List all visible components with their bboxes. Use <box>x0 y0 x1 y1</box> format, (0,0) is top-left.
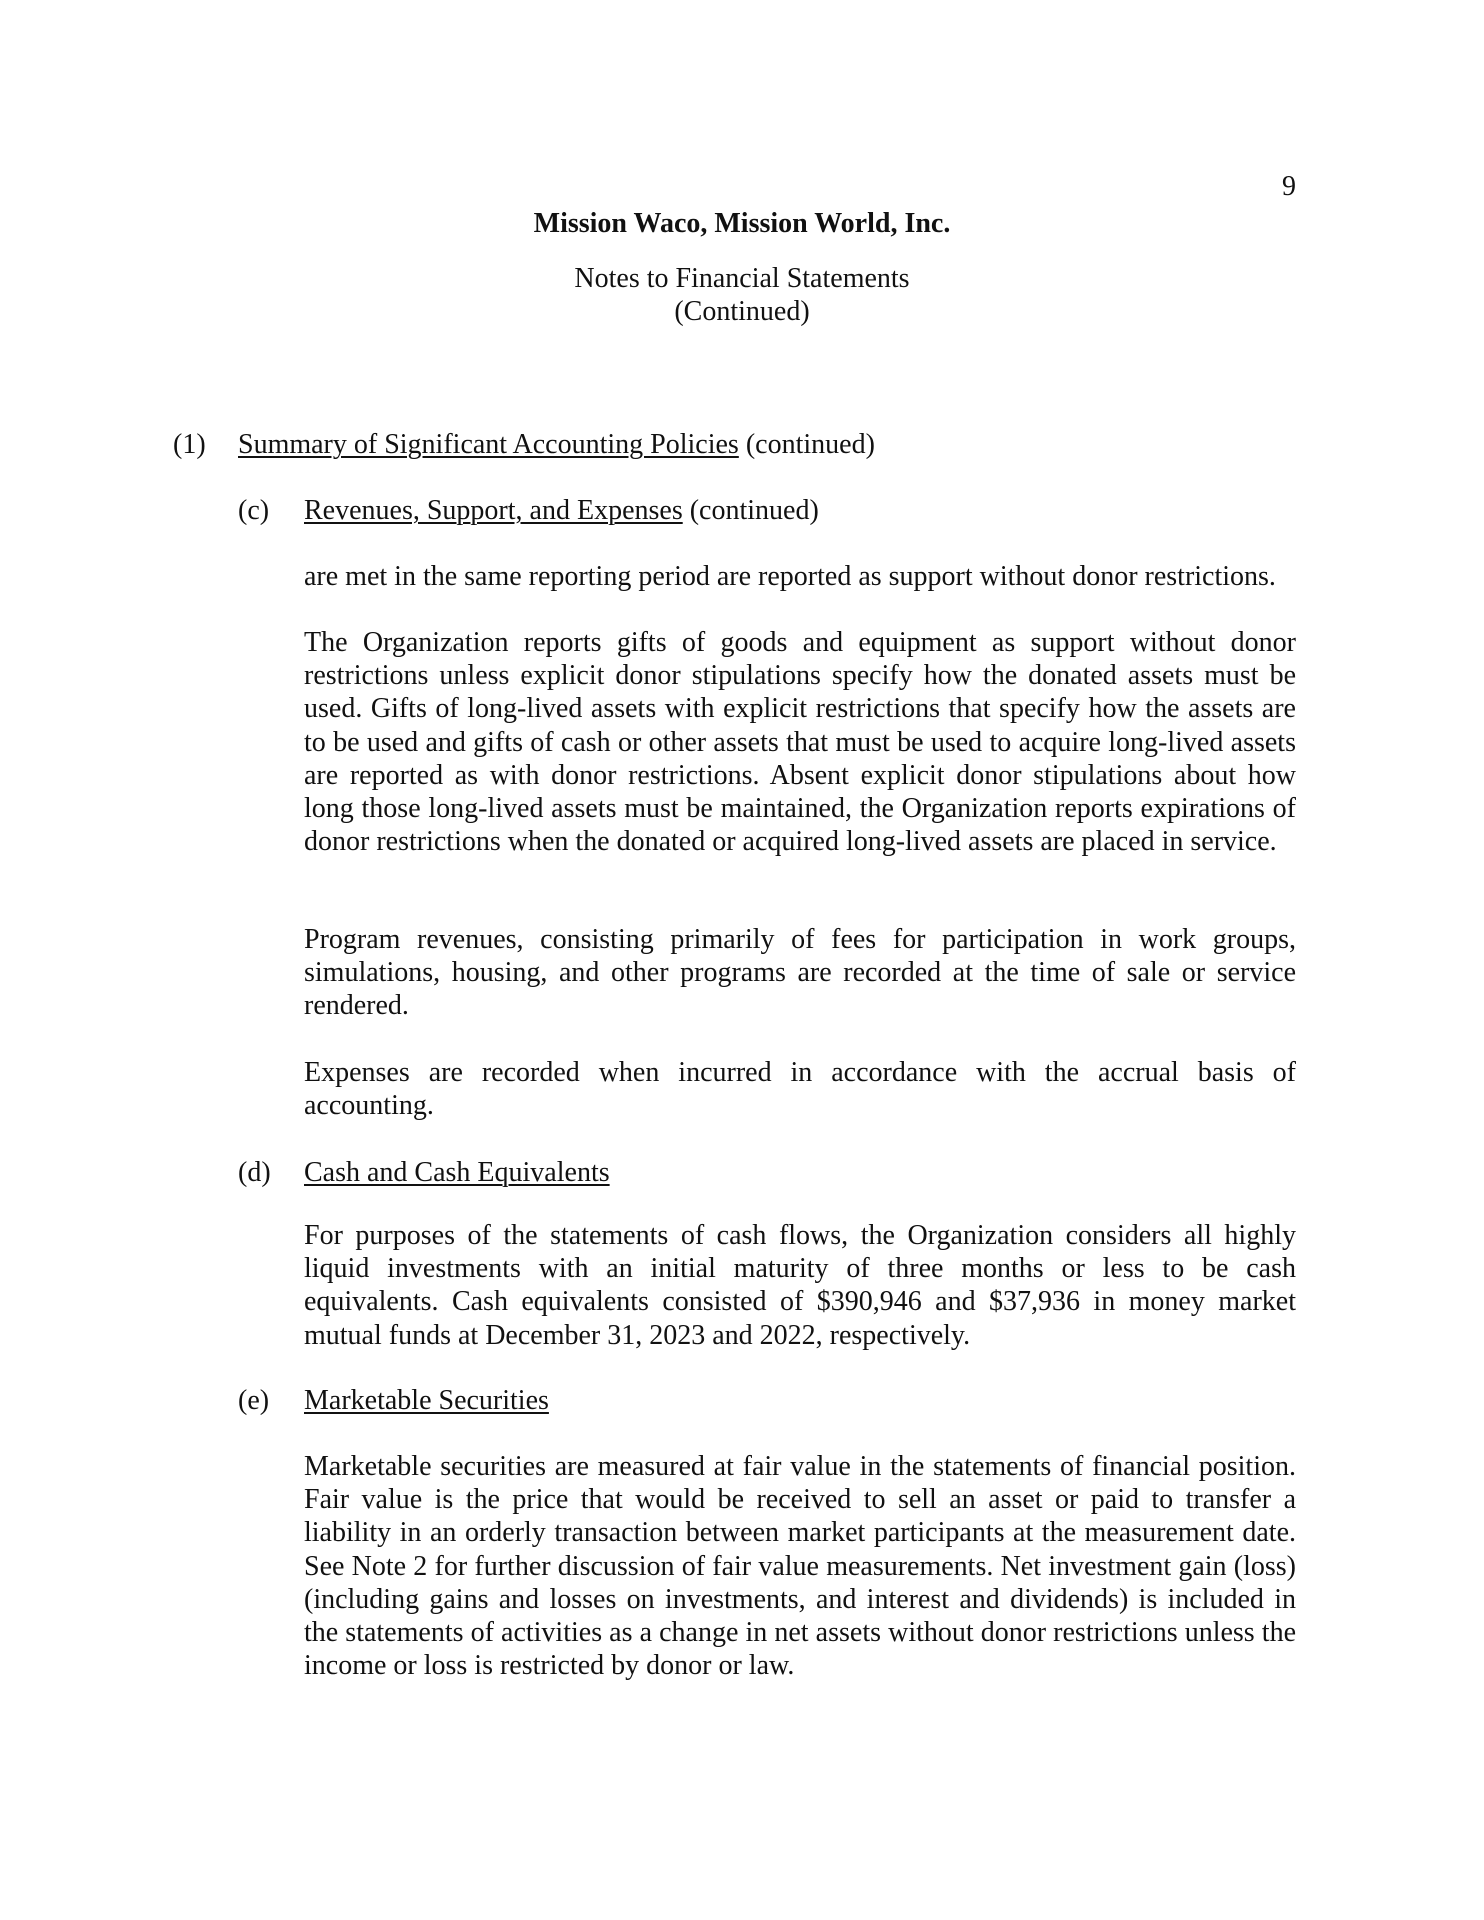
paragraph-c-3: Program revenues, consisting primarily of fees for participation in work groups, simulations, housing, and other programs are recorded at the time of sale or service rendered. <box>304 924 1296 1022</box>
organization-title: Mission Waco, Mission World, Inc. <box>533 208 951 239</box>
page-number: 9 <box>1282 171 1296 202</box>
paragraph-c-1: are met in the same reporting period are reported as support without donor restrictions. <box>304 561 1276 592</box>
subsection-d-heading <box>304 1156 610 1189</box>
section-number: (1) <box>173 429 206 460</box>
subsection-c-title: Revenues, Support, and Expenses <box>304 495 683 526</box>
subsection-e-letter: (e) <box>238 1385 270 1416</box>
section-title: Summary of Significant Accounting Policies <box>238 429 739 460</box>
paragraph-d-1: For purposes of the statements of cash flows, the Organization considers all highly liquid investments with an initial maturity of three months or less to be cash equivalents. Cash equivalents consisted of $390,946 and $37,936 in money market mutual funds at December 31, 2023 and 2022, respectively. <box>304 1220 1296 1351</box>
paragraph-e-1: Marketable securities are measured at fair value in the statements of financial position. Fair value is the price that would be received to sell an asset or paid to transfer a liability in an orderly transaction between market participants at the measurement date. See Note 2 for further discussion of fair value measurements. Net investment gain (loss) (including gains and losses on investments, and interest and dividends) is included in the statements of activities as a change in net assets without donor restrictions unless the income or loss is restricted by donor or law. <box>304 1451 1296 1682</box>
subsection-e-title: Marketable Securities <box>304 1385 549 1416</box>
subsection-d-title: Cash and Cash Equivalents <box>304 1157 610 1188</box>
section-suffix: (continued) <box>738 429 875 460</box>
section-heading <box>238 428 875 461</box>
paragraph-c-2: The Organization reports gifts of goods and equipment as support without donor restrictions unless explicit donor stipulations specify how the donated assets must be used. Gifts of long-lived assets with explicit restrictions that specify how the assets are to be used and gifts of cash or other assets that must be used to acquire long-lived assets are reported as with donor restrictions. Absent explicit donor stipulations about how long those long-lived assets must be maintained, the Organization reports expirations of donor restrictions when the donated or acquired long-lived assets are placed in service. <box>304 627 1296 858</box>
subsection-c-letter: (c) <box>238 495 270 526</box>
subtitle-line-2: (Continued) <box>674 296 810 327</box>
subtitle-line-1: Notes to Financial Statements <box>574 263 910 294</box>
subsection-c-suffix: (continued) <box>682 495 819 526</box>
subsection-e-heading <box>304 1384 549 1417</box>
document-subtitle <box>0 262 1484 328</box>
paragraph-c-4: Expenses are recorded when incurred in accordance with the accrual basis of accounting. <box>304 1057 1296 1122</box>
subsection-d-letter: (d) <box>238 1157 271 1188</box>
subsection-c-heading <box>304 494 819 527</box>
